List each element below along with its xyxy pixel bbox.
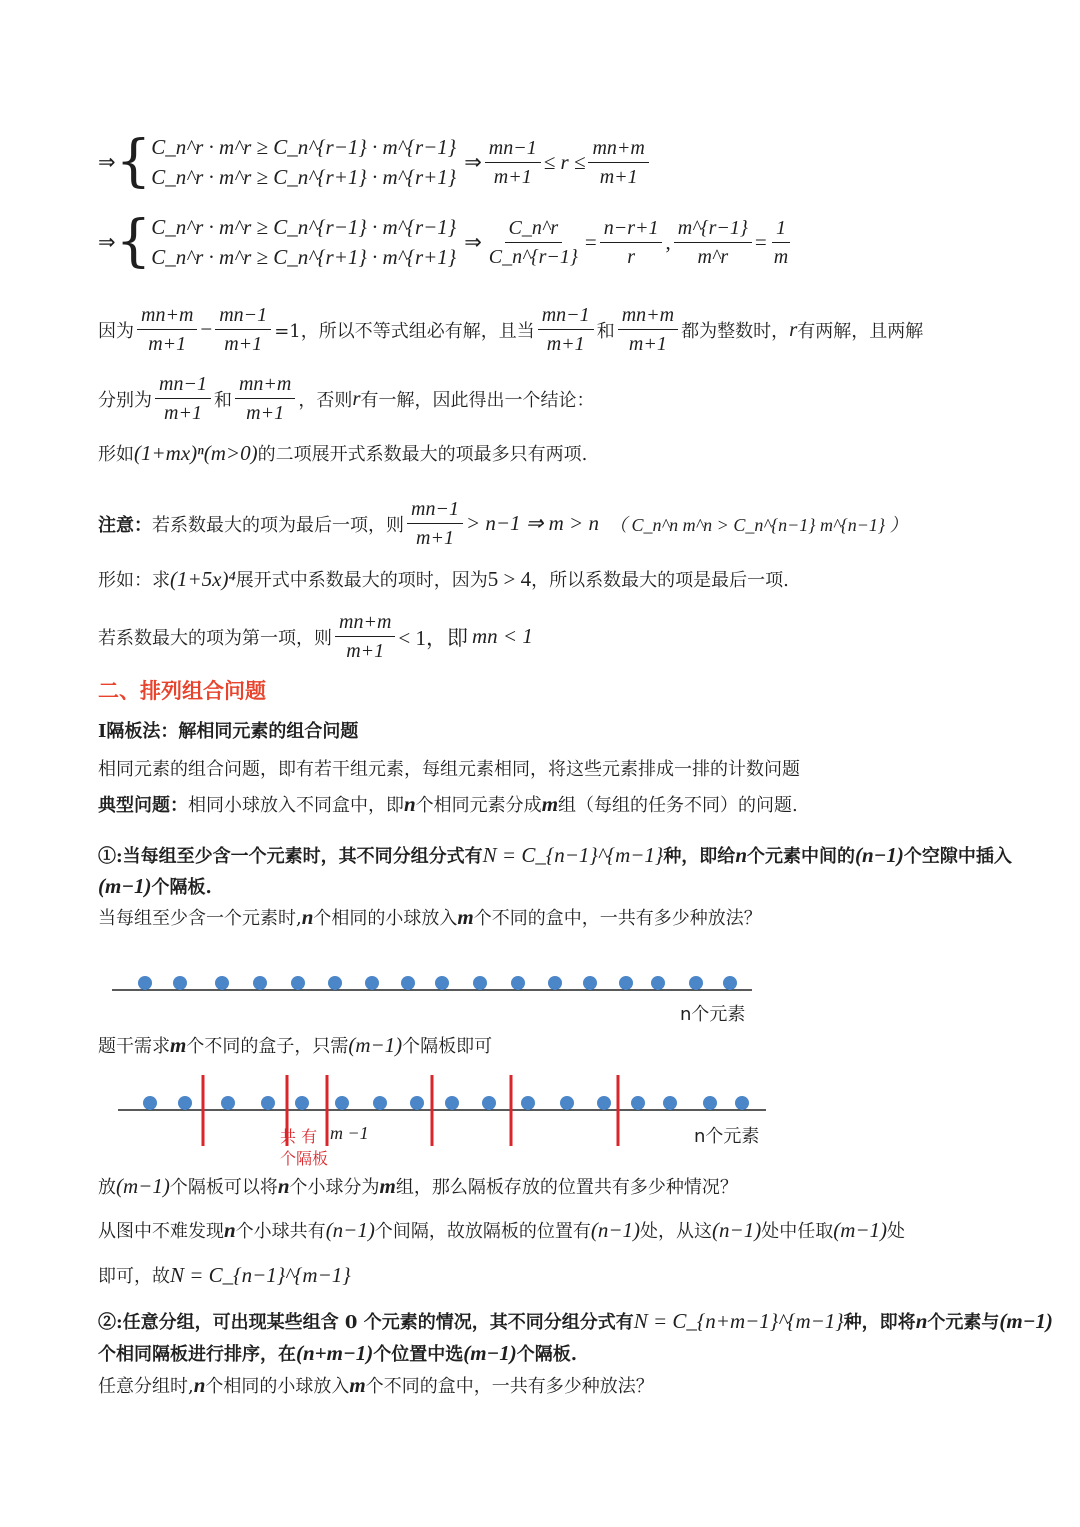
respectively-line: 分别为 $\frac{mn-1}{m+1}$ 和 $\frac{mn+m}{m+1}$ ，否则 r 有一解，因此得出一个结论：: [98, 373, 595, 424]
ball: [138, 976, 152, 990]
diagram1-label: n个元素: [680, 1004, 746, 1025]
system-line: C_n^r · m^r ≥ C_n^{r−1} · m^{r−1}: [151, 215, 457, 239]
derivation-line-2: ⇒ { C_n^r · m^r ≥ C_n^{r−1} · m^{r−1} C_n^r · m^r ≥ C_n^{r+1} · m^{r+1} ⇒ $\frac{C\_n\^{}r}{C\_n\^{}\{r-1\}}$ = $\frac{n-r+1}{r}$ , $\frac{m\^{}\{r-1\}}{m\^{}r}$ = $\frac{1}{m}$: [98, 212, 795, 272]
sub-heading: Ⅰ隔板法：解相同元素的组合问题: [98, 721, 359, 742]
ball: [401, 976, 415, 990]
fraction: $\frac{1}{m}$: [773, 216, 789, 268]
dots-diagram-2: [0, 1070, 1080, 1150]
ball: [521, 1096, 535, 1110]
ball: [221, 1096, 235, 1110]
system-line: C_n^r · m^r ≥ C_n^{r+1} · m^{r+1}: [151, 165, 457, 189]
ball: [651, 976, 665, 990]
typical-line: 典型问题： 相同小球放入不同盒中，即 n 个相同元素分成 m 组（每组的任务不同）的问题.: [98, 791, 798, 816]
fraction: $\frac{mn+m}{m+1}$: [588, 136, 648, 189]
case2-title: ②:任意分组，可出现某些组含 0 个元素的情况，其不同分组分式有 N = C_{n+m−1}^{m−1} 种，即将 n 个元素与 (m−1): [98, 1308, 1053, 1333]
left-brace: {: [115, 209, 152, 274]
fraction: $\frac{mn-1}{m+1}$: [485, 136, 541, 189]
need-line: 题干需求 m 个不同的盒子，只需 (m−1) 个隔板即可: [98, 1032, 493, 1057]
ball: [597, 1096, 611, 1110]
ball: [735, 1096, 749, 1110]
ball: [173, 976, 187, 990]
fraction: $\frac{m\^{}\{r-1\}}{m\^{}r}$: [674, 216, 752, 269]
desc-text: 相同元素的组合问题，即有若干组元素，每组元素相同，将这些元素排成一排的计数问题: [98, 759, 800, 780]
ball: [631, 1096, 645, 1110]
derivation-line-1: [98, 129, 652, 194]
conclusion-line: 形如 (1+mx)ⁿ(m>0) 的二项展开式系数最大的项最多只有两项.: [98, 440, 588, 465]
left-brace: {: [115, 129, 152, 194]
case2-question: 任意分组时, n 个相同的小球放入 m 个不同的盒中，一共有多少种放法？: [98, 1372, 654, 1397]
ball: [703, 1096, 717, 1110]
ball: [215, 976, 229, 990]
ball: [143, 1096, 157, 1110]
ball: [473, 976, 487, 990]
dots-diagram-1: [0, 960, 1080, 1030]
ball: [482, 1096, 496, 1110]
first-term-line: 若系数最大的项为第一项，则 $\frac{mn+m}{m+1}$ < 1，即 mn < 1: [98, 611, 533, 662]
inequality-system-2: [151, 212, 456, 272]
ball: [445, 1096, 459, 1110]
ball: [435, 976, 449, 990]
diagram2-label: n个元素: [694, 1126, 760, 1147]
note-label: 注意：: [98, 514, 152, 536]
case1-question: 当每组至少含一个元素时, n 个相同的小球放入 m 个不同的盒中，一共有多少种放法？: [98, 904, 762, 929]
ball: [365, 976, 379, 990]
ball: [410, 1096, 424, 1110]
system-line: C_n^r · m^r ≥ C_n^{r+1} · m^{r+1}: [151, 245, 457, 269]
case1-title-cont: (m−1) 个隔板.: [98, 873, 212, 898]
implies-arrow: ⇒: [98, 149, 116, 174]
ball: [373, 1096, 387, 1110]
then-line: 即可，故 N = C_{n−1}^{m−1}: [98, 1262, 351, 1287]
diagram2-annot-m: m −1: [330, 1123, 369, 1143]
fraction: $\frac{C\_n\^{}r}{C\_n\^{}\{r-1\}}$: [488, 216, 578, 268]
from-line: 从图中不难发现 n 个小球共有 (n−1) 个间隔，故放隔板的位置有 (n−1) 处，从这 (n−1) 处中任取 (m−1) 处: [98, 1217, 906, 1242]
implies-arrow: ⇒: [464, 149, 482, 174]
because-line: 因为 $\frac{mn+m}{m+1}$ − $\frac{mn-1}{m+1}$ =1，所以不等式组必有解，且当 $\frac{mn-1}{m+1}$ 和 $\frac{mn+m}{m+1}$ 都为整数时， r 有两解，且两解: [98, 304, 924, 355]
section-heading: 二、排列组合问题: [98, 678, 266, 703]
ball: [178, 1096, 192, 1110]
ball: [511, 976, 525, 990]
ball: [689, 976, 703, 990]
ball: [723, 976, 737, 990]
ball: [619, 976, 633, 990]
ball: [548, 976, 562, 990]
inequality: ≤ r ≤: [543, 149, 586, 174]
put-line: 放 (m−1) 个隔板可以将 n 个小球分为 m 组，那么隔板存放的位置共有多少种情况？: [98, 1173, 738, 1198]
system-line: C_n^r · m^r ≥ C_n^{r−1} · m^{r−1}: [151, 135, 457, 159]
note-line: 注意： 若系数最大的项为最后一项，则 $\frac{mn-1}{m+1}$ > n−1 ⇒ m > n （ C_n^n m^n > C_n^{n−1} m^{n−1} ）: [98, 498, 908, 549]
ball: [583, 976, 597, 990]
ball: [335, 1096, 349, 1110]
implies-arrow: ⇒: [464, 229, 482, 254]
diagram2-annot: 共 有: [280, 1127, 318, 1146]
ball: [328, 976, 342, 990]
fraction: $\frac{n-r+1}{r}$: [600, 216, 663, 269]
ball: [291, 976, 305, 990]
case2-title-cont: 个相同隔板进行排序，在 (n+m−1) 个位置中选 (m−1) 个隔板.: [98, 1340, 578, 1365]
ball: [663, 1096, 677, 1110]
implies-arrow: ⇒: [98, 229, 116, 254]
diagram2-annot-3: 个隔板: [280, 1149, 329, 1168]
inequality-system-1: [151, 132, 456, 192]
case1-title: ①:当每组至少含一个元素时，其不同分组分式有 N = C_{n−1}^{m−1} 种，即给 n 个元素中间的 (n−1) 个空隙中插入: [98, 842, 1012, 867]
ball: [261, 1096, 275, 1110]
ball: [253, 976, 267, 990]
ball: [295, 1096, 309, 1110]
example-line: 形如：求 (1+5x)⁴ 展开式中系数最大的项时，因为 5 > 4 ，所以系数最大的项是最后一项.: [98, 566, 789, 591]
ball: [560, 1096, 574, 1110]
